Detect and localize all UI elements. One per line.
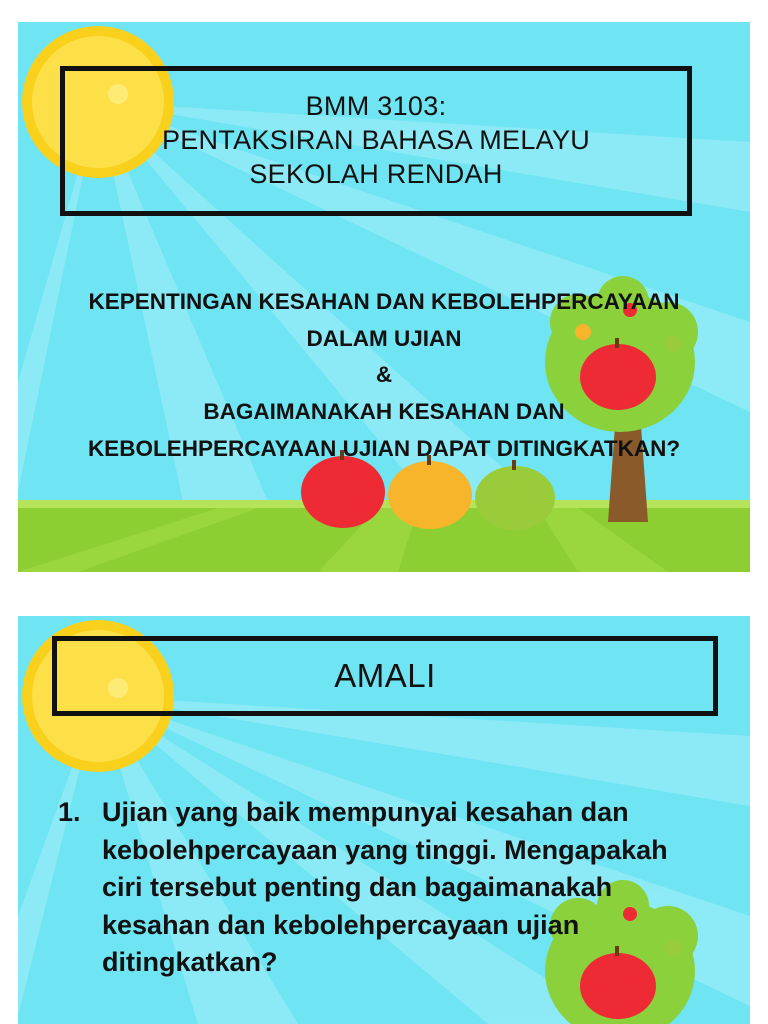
question-item: [58, 794, 698, 982]
slide-2-title-box: [52, 636, 718, 716]
question-line: kebolehpercayaan yang tinggi. Mengapakah: [102, 834, 668, 865]
course-level: SEKOLAH RENDAH: [249, 158, 503, 189]
topic-line: DALAM UJIAN: [306, 325, 462, 351]
slide-1-title-box: [60, 66, 692, 216]
course-code: BMM 3103:: [305, 91, 447, 122]
slide-1-topic: [18, 284, 750, 467]
question-line: ciri tersebut penting dan bagaimanakah: [102, 872, 613, 903]
question-text: [102, 794, 698, 982]
topic-line: KEBOLEHPERCAYAAN UJIAN DAPAT DITINGKATKAN?: [87, 435, 681, 461]
topic-line: KEPENTINGAN KESAHAN DAN KEBOLEHPERCAYAAN: [88, 289, 680, 314]
course-title: PENTAKSIRAN BAHASA MELAYU: [161, 125, 591, 156]
slide-2-title: AMALI: [334, 657, 436, 694]
topic-line: BAGAIMANAKAH KESAHAN DAN: [203, 399, 565, 425]
question-line: ditingkatkan?: [102, 947, 278, 978]
slide-2: [18, 616, 750, 1024]
question-line: Ujian yang baik mempunyai kesahan dan: [102, 797, 629, 827]
slide-1: [18, 22, 750, 572]
question-line: kesahan dan kebolehpercayaan ujian: [102, 909, 580, 940]
topic-line: &: [375, 362, 393, 388]
question-number: 1.: [58, 797, 81, 827]
